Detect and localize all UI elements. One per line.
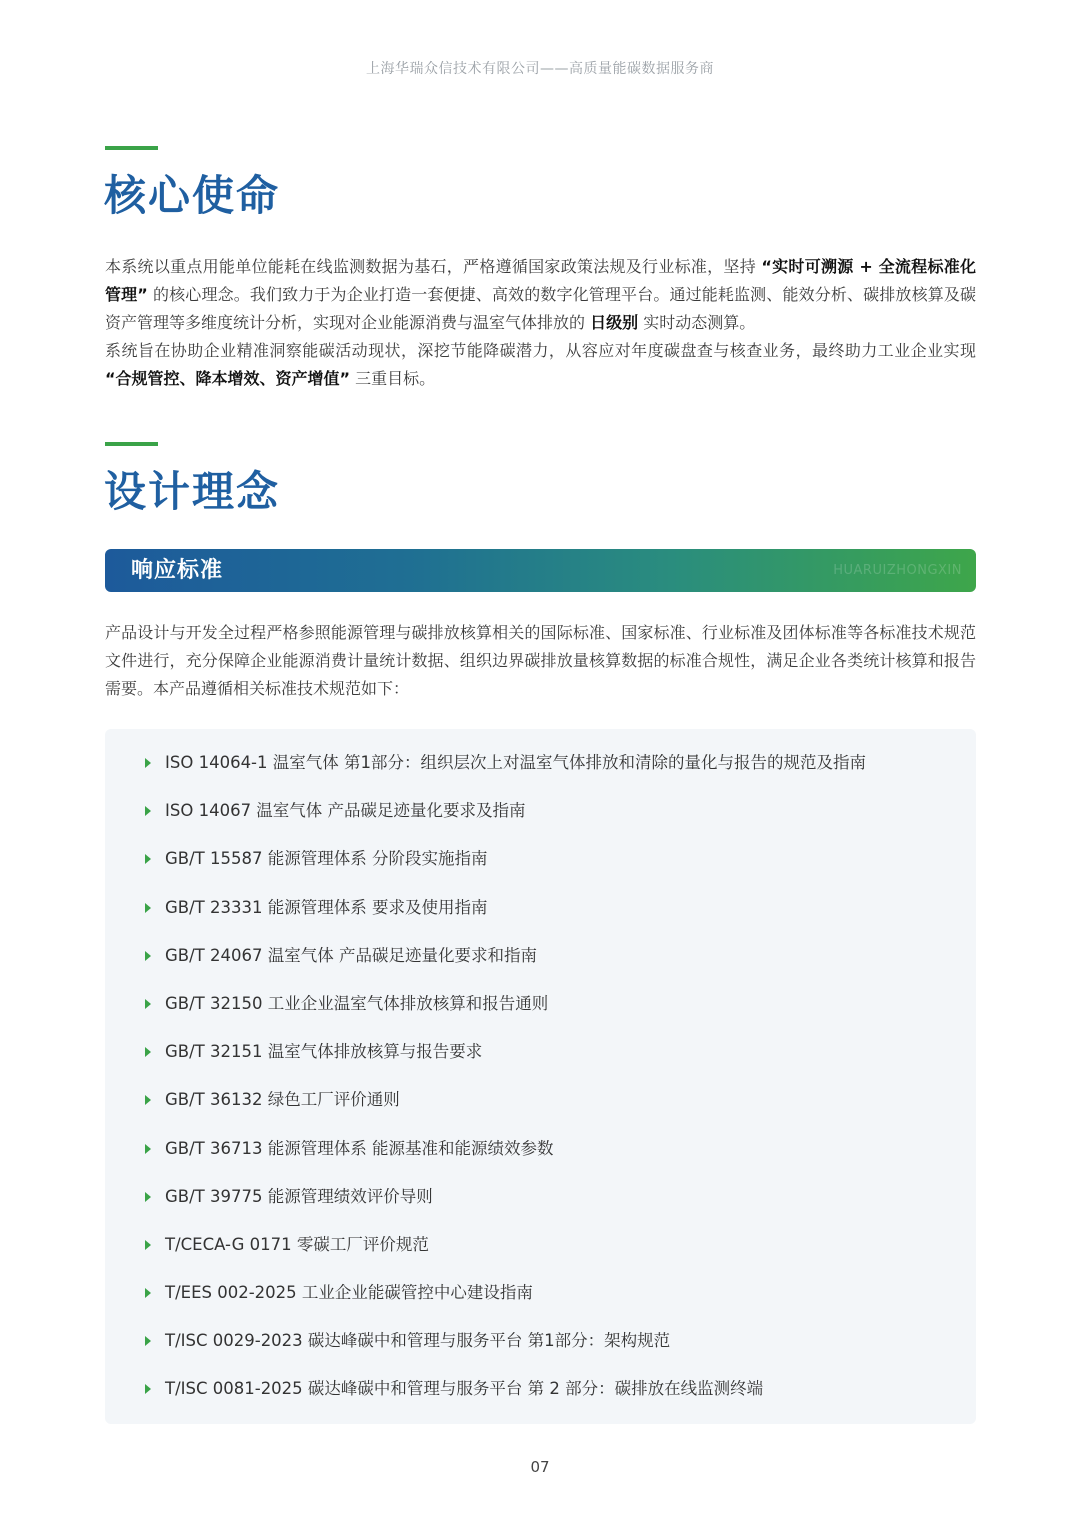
design-accent-bar: [105, 442, 158, 446]
standard-label: GB/T 23331 能源管理体系 要求及使用指南: [165, 897, 488, 917]
standard-item: [105, 1177, 976, 1225]
body-text: 三重目标。: [350, 369, 436, 388]
bullet-triangle-icon: [145, 1288, 151, 1298]
emphasis-text: “合规管控、降本增效、资产增值”: [105, 369, 351, 388]
standard-label: ISO 14064-1 温室气体 第1部分：组织层次上对温室气体排放和清除的量化与报告的规范及指南: [165, 753, 867, 772]
standard-item: [105, 936, 976, 984]
body-text: 本系统以重点用能单位能耗在线监测数据为基石，严格遵循国家政策法规及行业标准，坚持: [105, 257, 762, 276]
standards-intro: 产品设计与开发全过程严格参照能源管理与碳排放核算相关的国际标准、国家标准、行业标准及团体标准等各标准技术规范文件进行，充分保障企业能源消费计量统计数据、组织边界碳排放量核算数据的标准合规性，满足企业各类统计核算和报告需要。本产品遵循相关标准技术规范如下：: [105, 623, 976, 698]
standard-item: [105, 1080, 976, 1128]
standard-item: [105, 1369, 976, 1417]
bullet-triangle-icon: [145, 1240, 151, 1250]
banner-title: 响应标准: [131, 558, 224, 583]
bullet-triangle-icon: [145, 999, 151, 1009]
standard-item: [105, 1321, 976, 1369]
standard-item: [105, 984, 976, 1032]
standards-box: [105, 729, 976, 1424]
bullet-triangle-icon: [145, 1095, 151, 1105]
mission-paragraph-2: [105, 337, 976, 393]
bullet-triangle-icon: [145, 1144, 151, 1154]
standard-label: GB/T 15587 能源管理体系 分阶段实施指南: [165, 849, 488, 869]
standard-item: [105, 1273, 976, 1321]
bullet-triangle-icon: [145, 1192, 151, 1202]
bullet-triangle-icon: [145, 1384, 151, 1394]
standard-label: T/CECA-G 0171 零碳工厂评价规范: [165, 1234, 429, 1254]
emphasis-text: “实时可溯源 + 全流程标准化管理”: [105, 257, 976, 304]
design-title: 设计理念: [104, 467, 281, 516]
bullet-triangle-icon: [145, 1047, 151, 1057]
standard-item: [105, 839, 976, 887]
standard-label: ISO 14067 温室气体 产品碳足迹量化要求及指南: [165, 801, 526, 821]
body-text: 系统旨在协助企业精准洞察能碳活动现状，深挖节能降碳潜力，从容应对年度碳盘查与核查业务，最终助力工业企业实现: [105, 341, 976, 360]
bullet-triangle-icon: [145, 951, 151, 961]
standard-label: GB/T 36132 绿色工厂评价通则: [165, 1090, 400, 1110]
page-number: 07: [530, 1458, 550, 1476]
standard-item: [105, 1129, 976, 1177]
standard-item: [105, 1225, 976, 1273]
body-text: 实时动态测算。: [638, 313, 756, 332]
bullet-triangle-icon: [145, 1336, 151, 1346]
standard-item: [105, 791, 976, 839]
standard-label: GB/T 32151 温室气体排放核算与报告要求: [165, 1042, 483, 1062]
standard-label: T/EES 002-2025 工业企业能碳管控中心建设指南: [165, 1283, 533, 1303]
emphasis-text: 日级别: [590, 313, 639, 332]
standard-item: [105, 743, 976, 791]
standard-label: GB/T 24067 温室气体 产品碳足迹量化要求和指南: [165, 945, 537, 965]
standard-label: GB/T 36713 能源管理体系 能源基准和能源绩效参数: [165, 1138, 554, 1158]
mission-paragraph-1: [105, 253, 976, 337]
standards-list: [105, 743, 976, 1418]
standard-label: T/ISC 0029-2023 碳达峰碳中和管理与服务平台 第1部分：架构规范: [165, 1331, 671, 1351]
bullet-triangle-icon: [145, 806, 151, 816]
standard-item: [105, 1032, 976, 1080]
standard-label: GB/T 39775 能源管理绩效评价导则: [165, 1186, 433, 1206]
standard-label: T/ISC 0081-2025 碳达峰碳中和管理与服务平台 第 2 部分：碳排放在线监测终端: [165, 1379, 764, 1399]
standards-banner: [105, 549, 976, 592]
mission-accent-bar: [105, 146, 158, 150]
bullet-triangle-icon: [145, 854, 151, 864]
standard-item: [105, 888, 976, 936]
bullet-triangle-icon: [145, 903, 151, 913]
body-text: 的核心理念。我们致力于为企业打造一套便捷、高效的数字化管理平台。通过能耗监测、能效分析、碳排放核算及碳资产管理等多维度统计分析，实现对企业能源消费与温室气体排放的: [105, 285, 976, 332]
mission-title: 核心使命: [104, 171, 281, 220]
bullet-triangle-icon: [145, 758, 151, 768]
banner-watermark: HUARUIZHONGXIN: [833, 563, 962, 578]
page-header: 上海华瑞众信技术有限公司——高质量能碳数据服务商: [366, 61, 714, 77]
standard-label: GB/T 32150 工业企业温室气体排放核算和报告通则: [165, 993, 549, 1013]
